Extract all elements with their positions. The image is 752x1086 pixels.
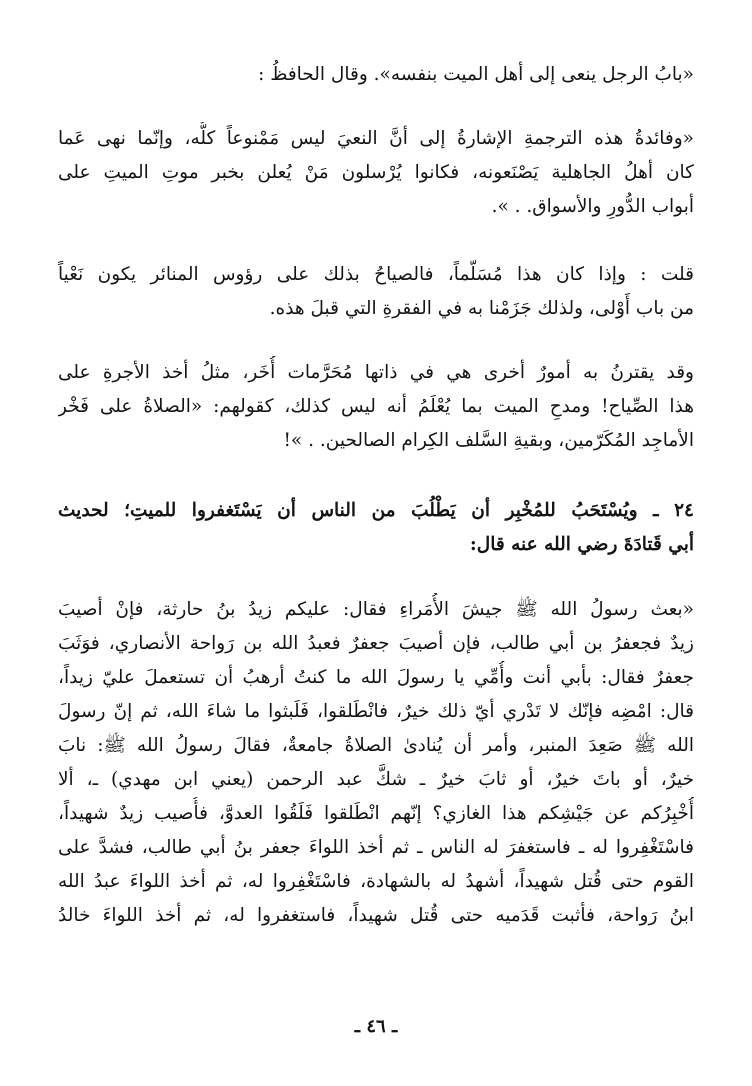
text-line: الأماجِد المُكَرّمين، وبقيةِ السَّلف الكِرام الصالحين. . »! <box>283 430 694 451</box>
text-line: أُخْبِرُكم عن جَيْشِكم هذا الغازي؟ إنّهم انْطَلقوا فَلَقُوا العدوَّ، فأُصيب زيدٌ شهيداً، <box>58 803 694 824</box>
paragraph-hafiz-quote <box>58 122 694 224</box>
text-line: أبي قَتادَةَ رضي الله عنه قال: <box>469 534 694 555</box>
text-line: هذا الصِّياح! ومدحِ الميت بما يُعْلَمُ أنه ليس كذلك، كقولهم: «الصلاةُ على فَخْر <box>58 396 694 417</box>
page-number: ـ ٤٦ ـ <box>354 1016 398 1037</box>
text-line: خيرٌ، أو باتَ خيرٌ، أو ثابَ خيرٌ ـ شكَّ عبد الرحمن (يعني ابن مهدي) ـ، ألا <box>58 769 694 790</box>
paragraph-numbered-ruling-24 <box>58 494 694 562</box>
text-line: كان أهلُ الجاهلية يَصْنَعونه، فكانوا يُرْسلون مَنْ يُعلن بخبر موتِ الميتِ على <box>58 162 694 183</box>
paragraph-hadith-text <box>58 593 694 933</box>
text-line: قلت : وإذا كان هذا مُسَلّماً، فالصياحُ بذلك على رؤوس المنائر يكون نَعْياً <box>58 264 694 285</box>
text-line: جعفرٌ فقال: بأبي أنت وأُمِّي يا رسولَ الله ما كنتُ أرهبُ أن تستعملَ عليّ زيداً، <box>58 667 694 688</box>
text-line: الله ﷺ صَعِدَ المنبر، وأمر أن يُنادىٰ الصلاةُ جامعةٌ، فقالَ رسولُ الله ﷺ: نابَ <box>58 735 694 756</box>
text-line: القوم حتى قُتل شهيداً، أشهدُ له بالشهادة، فاسْتَغْفِروا له، ثم أخذ اللواءَ عبدُ الله <box>58 871 694 892</box>
text-line: فاسْتَغْفِروا له ـ فاستغفرَ له الناس ـ ثم أخذ اللواءَ جعفر بنُ أبي طالب، فشدَّ على <box>58 837 694 858</box>
text-line: أبواب الدُّورِ والأسواق. . ». <box>491 196 694 217</box>
paragraph-other-forbidden-matters <box>58 356 694 458</box>
text-line: زيدٌ فجعفرُ بن أبي طالب، فإن أصيبَ جعفرٌ فعبدُ الله بن رَواحة الأنصاري، فوَثَبَ <box>58 633 694 654</box>
text-line: وقد يقترنُ به أمورٌ أخرى هي في ذاتها مُحَرَّمات أُخَر، مثلُ أخذ الأجرةِ على <box>58 362 694 383</box>
text-line: ٢٤ ـ ويُسْتَحَبُ للمُخْبِر أن يَطْلُبَ من الناس أن يَسْتَغفروا للميتِ؛ لحديث <box>58 500 694 521</box>
paragraph-chapter-title <box>58 58 694 92</box>
text-line: «بابُ الرجل ينعى إلى أهل الميت بنفسه». وقال الحافظُ : <box>258 64 694 85</box>
text-line: «بعث رسولُ الله ﷺ جيشَ الأُمَراءِ فقال: عليكم زيدُ بنُ حارثة، فإنْ أصيبَ <box>58 599 694 620</box>
text-line: من باب أَوْلى، ولذلك جَزَمْنا به في الفقرةِ التي قبلَ هذه. <box>269 298 694 319</box>
text-line: «وفائدةُ هذه الترجمةِ الإشارةُ إلى أنَّ النعيَ ليس مَمْنوعاً كلُّه، وإنّما نهى عَما <box>58 128 694 149</box>
paragraph-author-comment <box>58 258 694 326</box>
text-line: قال: امْضِه فإنّك لا تَدْري أيّ ذلك خيرٌ، فانْطَلقوا، فَلَبثوا ما شاءَ الله، ثم إنّ رسولَ <box>58 701 694 722</box>
text-line: ابنُ رَواحة، فأثبت قَدَميه حتى قُتل شهيداً، فاستغفروا له، ثم أخذ اللواءَ خالدُ <box>58 905 694 926</box>
